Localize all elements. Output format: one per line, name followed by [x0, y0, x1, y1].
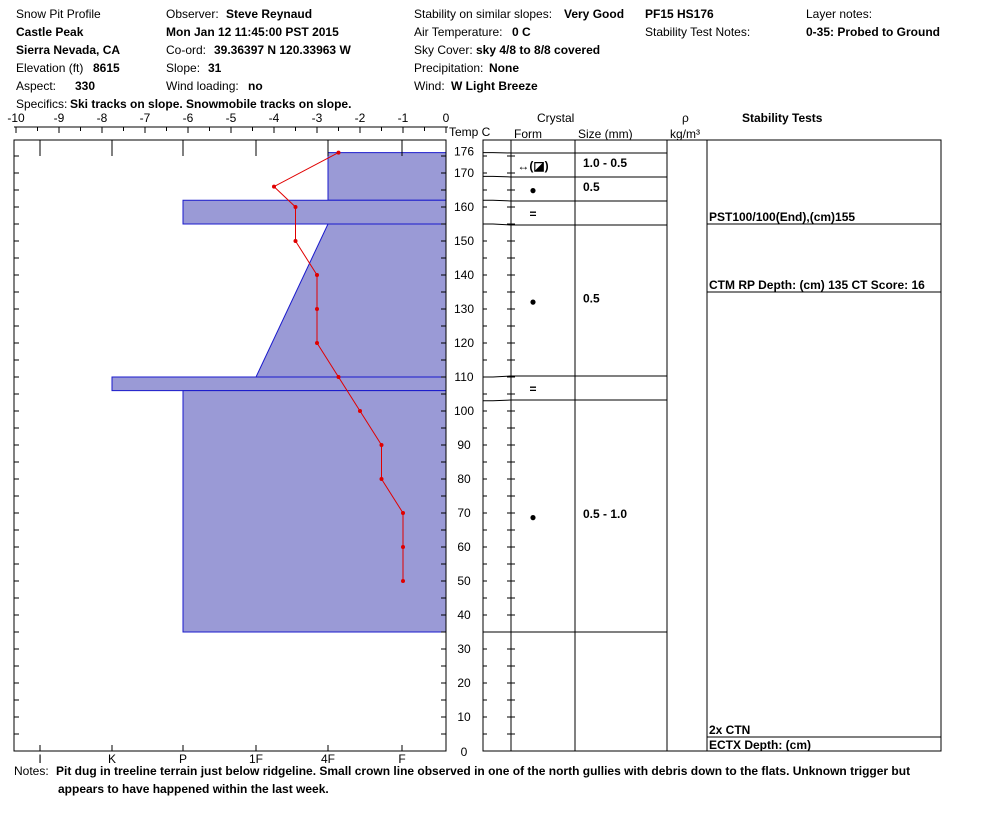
size-column-header: Size (mm)	[578, 127, 633, 141]
temperature-point	[337, 375, 341, 379]
hardness-tick-label: 1F	[248, 752, 264, 766]
temp-tick-label: -8	[96, 111, 108, 125]
crystal-column-header: Crystal	[537, 111, 575, 125]
height-tick-label: 40	[457, 608, 471, 622]
profile-title: Snow Pit Profile	[16, 7, 101, 21]
hardness-tick-label: F	[398, 752, 406, 766]
form-column-header: Form	[514, 127, 542, 141]
layer-connector	[483, 200, 511, 201]
temp-tick-label: -3	[311, 111, 323, 125]
layer-connector	[483, 176, 511, 177]
hardness-tick-label: P	[178, 752, 188, 766]
notes-line-1: Pit dug in treeline terrain just below ridgeline. Small crown line observed in one of the north gullies with debris down to the flats. Unknown trigger but	[56, 764, 911, 778]
hardness-layer-1	[183, 200, 446, 224]
temp-tick-label: -4	[268, 111, 280, 125]
height-tick-label: 120	[453, 336, 475, 350]
layer-form-symbol: =	[529, 382, 537, 396]
layer-notes-value: 0-35: Probed to Ground	[806, 25, 941, 39]
height-tick-label: 130	[453, 302, 475, 316]
temperature-point	[315, 273, 319, 277]
observer-label: Observer:	[166, 7, 219, 21]
wind-loading-label: Wind loading:	[166, 79, 239, 93]
temp-tick-label: 0	[442, 111, 450, 125]
temp-tick-label: -9	[53, 111, 65, 125]
wind-value: W Light Breeze	[451, 79, 538, 93]
temp-tick-label: -1	[397, 111, 409, 125]
height-tick-label: 110	[454, 370, 474, 384]
layer-connector	[483, 400, 511, 401]
sky-cover-label: Sky Cover:	[414, 43, 473, 57]
temperature-point	[337, 151, 341, 155]
temp-tick-label: -10	[7, 111, 25, 125]
stability-tests-header: Stability Tests	[742, 111, 823, 125]
notes-line-2: appears to have happened within the last week.	[58, 782, 329, 796]
elevation-value: 8615	[93, 61, 120, 75]
height-tick-label: 176	[453, 144, 475, 159]
layer-size: 0.5 - 1.0	[583, 507, 628, 521]
layer-size: 1.0 - 0.5	[583, 156, 628, 170]
hardness-tick-label: K	[107, 752, 117, 766]
stability-test-text: PST100/100(End),(cm)155	[709, 210, 856, 224]
aspect-value: 330	[75, 79, 96, 93]
location: Castle Peak	[16, 25, 84, 39]
height-tick-label: 170	[453, 166, 475, 180]
coord-value: 39.36397 N 120.33963 W	[214, 43, 351, 57]
layer-notes-label: Layer notes:	[806, 7, 873, 21]
height-tick-label: 80	[457, 472, 471, 486]
height-tick-label: 30	[457, 642, 471, 656]
density-symbol: ρ	[682, 111, 689, 125]
height-tick-label: 20	[457, 676, 471, 690]
temperature-point	[401, 511, 405, 515]
height-tick-label: 60	[457, 540, 471, 554]
stability-label: Stability on similar slopes:	[414, 7, 553, 21]
wind-label: Wind:	[414, 79, 445, 93]
temp-tick-label: -5	[225, 111, 237, 125]
temperature-point	[272, 185, 276, 189]
air-temp-label: Air Temperature:	[414, 25, 503, 39]
height-tick-label: 100	[453, 404, 475, 418]
wind-loading-value: no	[248, 79, 263, 93]
layer-form-symbol: ↔(◪)	[517, 159, 549, 173]
layer-size: 0.5	[583, 291, 600, 306]
density-unit: kg/m³	[670, 127, 700, 141]
height-tick-label: 10	[457, 710, 471, 724]
layer-table	[483, 140, 941, 752]
aspect-label: Aspect:	[16, 79, 57, 93]
elevation-label: Elevation (ft)	[16, 61, 84, 75]
temperature-point	[315, 307, 319, 311]
sky-cover-value: sky 4/8 to 8/8 covered	[476, 43, 601, 57]
height-tick-label: 50	[457, 574, 471, 588]
temperature-point	[401, 545, 405, 549]
hardness-layer-0	[328, 153, 446, 201]
layer-connector	[483, 224, 511, 225]
temp-tick-label: -2	[354, 111, 366, 125]
stability-value: Very Good	[564, 7, 625, 21]
hardness-layer-4	[183, 391, 446, 632]
stability-notes-label: Stability Test Notes:	[645, 25, 751, 39]
temp-tick-label: -6	[182, 111, 194, 125]
height-tick-label: 140	[453, 268, 475, 282]
slope-value: 31	[208, 61, 222, 75]
datetime: Mon Jan 12 11:45:00 PST 2015	[166, 25, 339, 39]
temperature-point	[380, 477, 384, 481]
coord-label: Co-ord:	[166, 43, 207, 57]
observer-value: Steve Reynaud	[226, 7, 313, 21]
height-tick-label: 150	[453, 234, 475, 248]
temperature-point	[358, 409, 362, 413]
height-tick-label: 0	[460, 745, 468, 759]
layer-size: 0.5	[583, 180, 600, 194]
layer-form-symbol: ●	[529, 183, 537, 197]
hardness-layer-3	[112, 377, 446, 391]
stability-test-text: CTM RP Depth: (cm) 135 CT Score: 16	[709, 278, 925, 292]
air-temp-value: 0 C	[512, 25, 531, 39]
hardness-tick-label: 4F	[320, 752, 336, 766]
hardness-layer-2	[256, 224, 446, 377]
temperature-point	[380, 443, 384, 447]
layer-form-symbol: ●	[529, 294, 537, 309]
precip-value: None	[489, 61, 519, 75]
notes-label: Notes:	[14, 764, 49, 778]
layer-connector	[483, 376, 511, 377]
layer-form-symbol: =	[529, 207, 537, 221]
layer-form-symbol: ●	[529, 510, 537, 524]
temperature-point	[401, 579, 405, 583]
stability-test-text: ECTX Depth: (cm)	[709, 738, 811, 752]
temperature-point	[315, 341, 319, 345]
slope-label: Slope:	[166, 61, 201, 75]
specifics-value: Ski tracks on slope. Snowmobile tracks on slope.	[70, 97, 352, 111]
height-tick-label: 90	[457, 438, 471, 452]
temperature-point	[294, 239, 298, 243]
table-border	[483, 140, 941, 751]
height-tick-label: 70	[457, 506, 471, 520]
region: Sierra Nevada, CA	[16, 43, 121, 57]
hardness-profile	[112, 153, 446, 632]
temp-column-header: Temp C	[449, 125, 491, 139]
hardness-tick-label: I	[38, 752, 42, 766]
temperature-point	[294, 205, 298, 209]
precip-label: Precipitation:	[414, 61, 484, 75]
temp-tick-label: -7	[139, 111, 151, 125]
height-tick-label: 160	[453, 200, 475, 214]
pit-id: PF15 HS176	[645, 7, 714, 21]
specifics-label: Specifics:	[16, 97, 68, 111]
stability-test-text: 2x CTN	[709, 723, 751, 737]
